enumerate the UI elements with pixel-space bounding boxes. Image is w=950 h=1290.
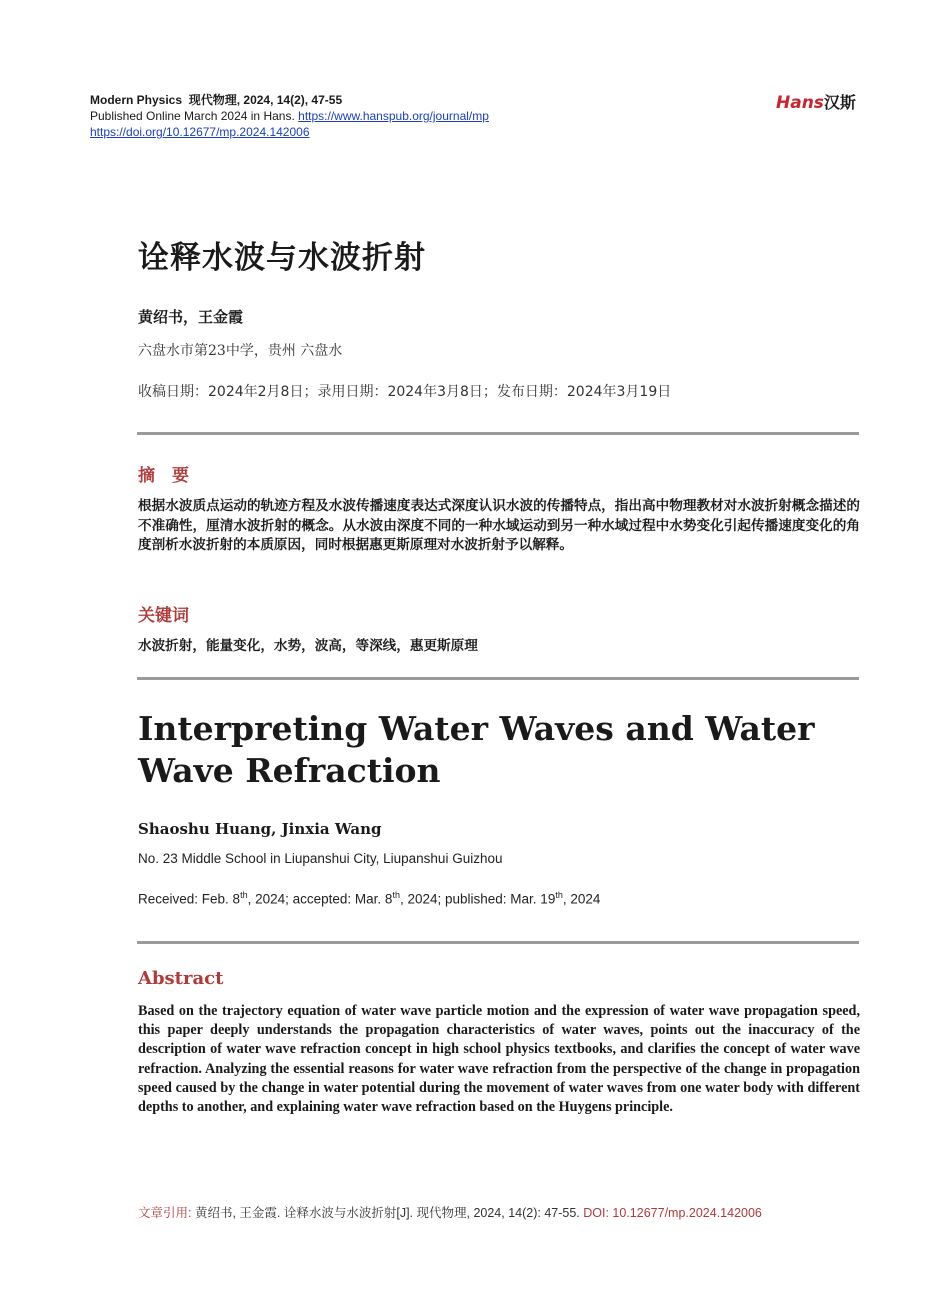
journal-link[interactable]: https://www.hanspub.org/journal/mp <box>298 109 489 123</box>
cn-keywords-heading: 关键词 <box>138 606 189 626</box>
en-abstract: Based on the trajectory equation of water wave particle motion and the expression of water wave propagation speed, this paper deeply understands the propagation characteristics of water waves, points out the inaccuracy of the description of water wave refraction concept in high school physics textbooks, and clarifies the concept of water wave refraction. Analyzing the essential reasons for water wave refraction from the perspective of the change in propagation speed caused by the change in water potential during the movement of water waves from one water body with different depths to another, and explaining water wave refraction based on the Huygens principle. <box>138 1003 860 1116</box>
cn-abstract: 根据水波质点运动的轨迹方程及水波传播速度表达式深度认识水波的传播特点，指出高中物理教材对水波折射概念描述的不准确性，厘清水波折射的概念。从水波由深度不同的一种水域运动到另一种水域过程中水势变化引起传播速度变化的角度剖析水波折射的本质原因，同时根据惠更斯原理对水波折射予以解释。 <box>138 498 860 553</box>
hans-logo <box>776 90 856 113</box>
journal-header: Modern Physics 现代物理, 2024, 14(2), 47-55 Published Online March 2024 in Hans. https://www.hanspub.org/journal/mp https://doi.org/10.12677/mp.2024.142006 <box>90 93 489 139</box>
journal-name-cn: 现代物理 <box>188 93 237 107</box>
cn-abstract-heading: 摘 要 <box>138 466 189 486</box>
en-affiliation: No. 23 Middle School in Liupanshui City, Liupanshui Guizhou <box>138 851 503 866</box>
citation <box>138 1203 762 1221</box>
en-abstract-heading: Abstract <box>138 968 224 989</box>
citation-doi[interactable]: DOI: 10.12677/mp.2024.142006 <box>583 1206 762 1220</box>
cn-dates: 收稿日期：2024年2月8日；录用日期：2024年3月8日；发布日期：2024年3月19日 <box>138 384 672 400</box>
journal-name: Modern Physics <box>90 93 183 107</box>
logo-cn: 汉斯 <box>823 93 856 112</box>
en-title-line1: Interpreting Water Waves and Water <box>138 709 815 748</box>
citation-text: 黄绍书, 王金霞. 诠释水波与水波折射[J]. 现代物理, 2024, 14(2): 47-55. <box>194 1206 580 1220</box>
citation-label: 文章引用: <box>138 1206 192 1220</box>
en-title-line2: Wave Refraction <box>138 751 441 790</box>
cn-keywords: 水波折射，能量变化，水势，波高，等深线，惠更斯原理 <box>138 638 478 654</box>
volume-info: 2024, 14(2), 47-55 <box>243 93 343 107</box>
en-title <box>138 708 838 792</box>
published-line: Published Online March 2024 in Hans. <box>90 109 295 123</box>
cn-title: 诠释水波与水波折射 <box>138 240 426 276</box>
divider <box>137 432 859 435</box>
en-authors: Shaoshu Huang, Jinxia Wang <box>138 820 382 838</box>
divider <box>137 677 859 680</box>
logo-en: Hans <box>776 93 824 113</box>
cn-authors: 黄绍书，王金霞 <box>138 308 244 326</box>
cn-affiliation: 六盘水市第23中学，贵州 六盘水 <box>138 343 343 359</box>
divider <box>137 941 859 944</box>
en-dates: Received: Feb. 8th, 2024; accepted: Mar. 8th, 2024; published: Mar. 19th, 2024 <box>138 890 601 907</box>
doi-link[interactable]: https://doi.org/10.12677/mp.2024.142006 <box>90 125 310 139</box>
